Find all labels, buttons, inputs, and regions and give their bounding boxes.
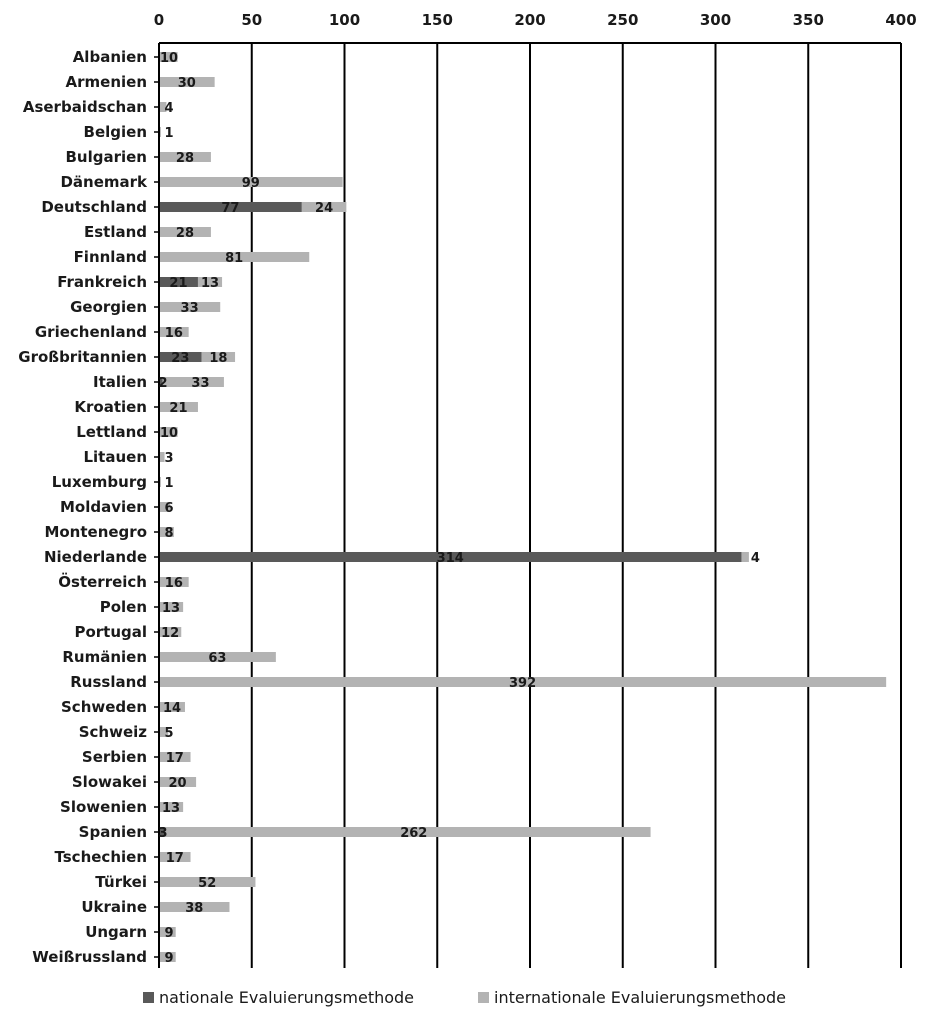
x-tick-label: 250 [607,11,639,29]
category-label: Slowakei [71,773,147,791]
legend-label-international: internationale Evaluierungsmethode [494,988,787,1007]
data-label-international: 33 [191,376,210,391]
data-label-international: 28 [175,151,195,166]
category-label: Moldavien [59,498,147,516]
category-label: Frankreich [57,273,147,291]
data-label-international: 21 [169,401,188,416]
category-label: Georgien [70,298,147,316]
data-label-national: 3 [158,826,168,841]
category-label: Weißrussland [32,948,147,966]
data-label-international: 13 [162,601,181,616]
data-label-international: 17 [165,751,184,766]
data-label-international: 12 [161,626,180,641]
category-label: Albanien [72,48,147,66]
category-label: Spanien [78,823,147,841]
data-label-international: 10 [159,426,179,441]
data-label-international: 9 [164,926,174,941]
data-label-international: 6 [164,501,174,516]
legend-label-national: nationale Evaluierungsmethode [159,988,415,1007]
category-label: Schweiz [78,723,147,741]
data-label-international: 30 [177,76,196,91]
data-label-international: 3 [164,451,174,466]
x-tick-label: 100 [328,11,361,29]
category-label: Kroatien [74,398,147,416]
category-label: Russland [70,673,147,691]
data-label-international: 33 [180,301,199,316]
x-tick-label: 350 [792,11,824,29]
category-label: Finnland [73,248,147,266]
category-label: Griechenland [34,323,147,341]
data-label-international: 52 [198,876,217,891]
data-label-national: 23 [171,351,190,366]
data-label-international: 24 [315,201,334,216]
category-label: Italien [92,373,147,391]
data-label-international: 392 [509,676,537,691]
category-label: Dänemark [60,173,147,191]
data-label-international: 16 [164,326,183,341]
category-label: Armenien [65,73,147,91]
data-label-national: 21 [169,276,188,291]
category-label: Montenegro [44,523,147,541]
data-label-international: 16 [164,576,183,591]
category-label: Belgien [83,123,147,141]
data-label-international: 262 [400,826,428,841]
data-label-international: 9 [164,951,174,966]
category-label: Ungarn [85,923,147,941]
data-label-international: 13 [200,276,220,291]
category-label: Bulgarien [65,148,147,166]
data-label-international: 17 [165,851,184,866]
category-label: Tschechien [54,848,147,866]
category-label: Türkei [95,873,147,891]
category-label: Serbien [81,748,147,766]
data-label-national: 314 [436,551,464,566]
x-tick-label: 200 [514,11,546,29]
data-label-international: 10 [159,51,179,66]
category-label: Estland [83,223,147,241]
data-label-international: 4 [164,101,174,116]
category-label: Portugal [74,623,147,641]
data-label-international: 4 [750,551,760,566]
data-label-international: 63 [208,651,227,666]
category-label: Niederlande [43,548,147,566]
axes [154,11,917,968]
category-label: Slowenien [60,798,147,816]
bar-international [741,552,748,562]
category-label: Österreich [58,573,147,591]
category-label: Großbritannien [18,348,147,366]
data-label-international: 28 [175,226,195,241]
category-label: Aserbaidschan [22,98,147,116]
data-label-international: 1 [164,126,174,141]
data-label-international: 81 [225,251,244,266]
category-label: Polen [99,598,147,616]
data-label-international: 1 [164,476,174,491]
data-label-international: 5 [164,726,174,741]
category-label: Deutschland [41,198,147,216]
data-label-national: 77 [221,201,240,216]
category-label: Schweden [61,698,147,716]
category-label: Rumänien [62,648,147,666]
legend-swatch-international [478,992,489,1003]
x-tick-label: 150 [421,11,453,29]
category-label: Ukraine [81,898,147,916]
x-tick-label: 400 [885,11,917,29]
legend [143,988,786,1007]
x-tick-label: 0 [153,11,165,29]
legend-swatch-national [143,992,154,1003]
data-label-international: 99 [241,176,260,191]
category-label: Litauen [83,448,147,466]
x-tick-label: 300 [699,11,732,29]
data-label-national: 2 [158,376,168,391]
data-label-international: 38 [185,901,204,916]
x-tick-label: 50 [241,11,263,29]
data-label-international: 20 [168,776,187,791]
data-label-international: 13 [162,801,181,816]
category-label: Lettland [76,423,147,441]
data-label-international: 18 [209,351,228,366]
data-label-international: 14 [162,701,182,716]
data-label-international: 8 [164,526,174,541]
category-label: Luxemburg [51,473,147,491]
bars [159,52,886,962]
